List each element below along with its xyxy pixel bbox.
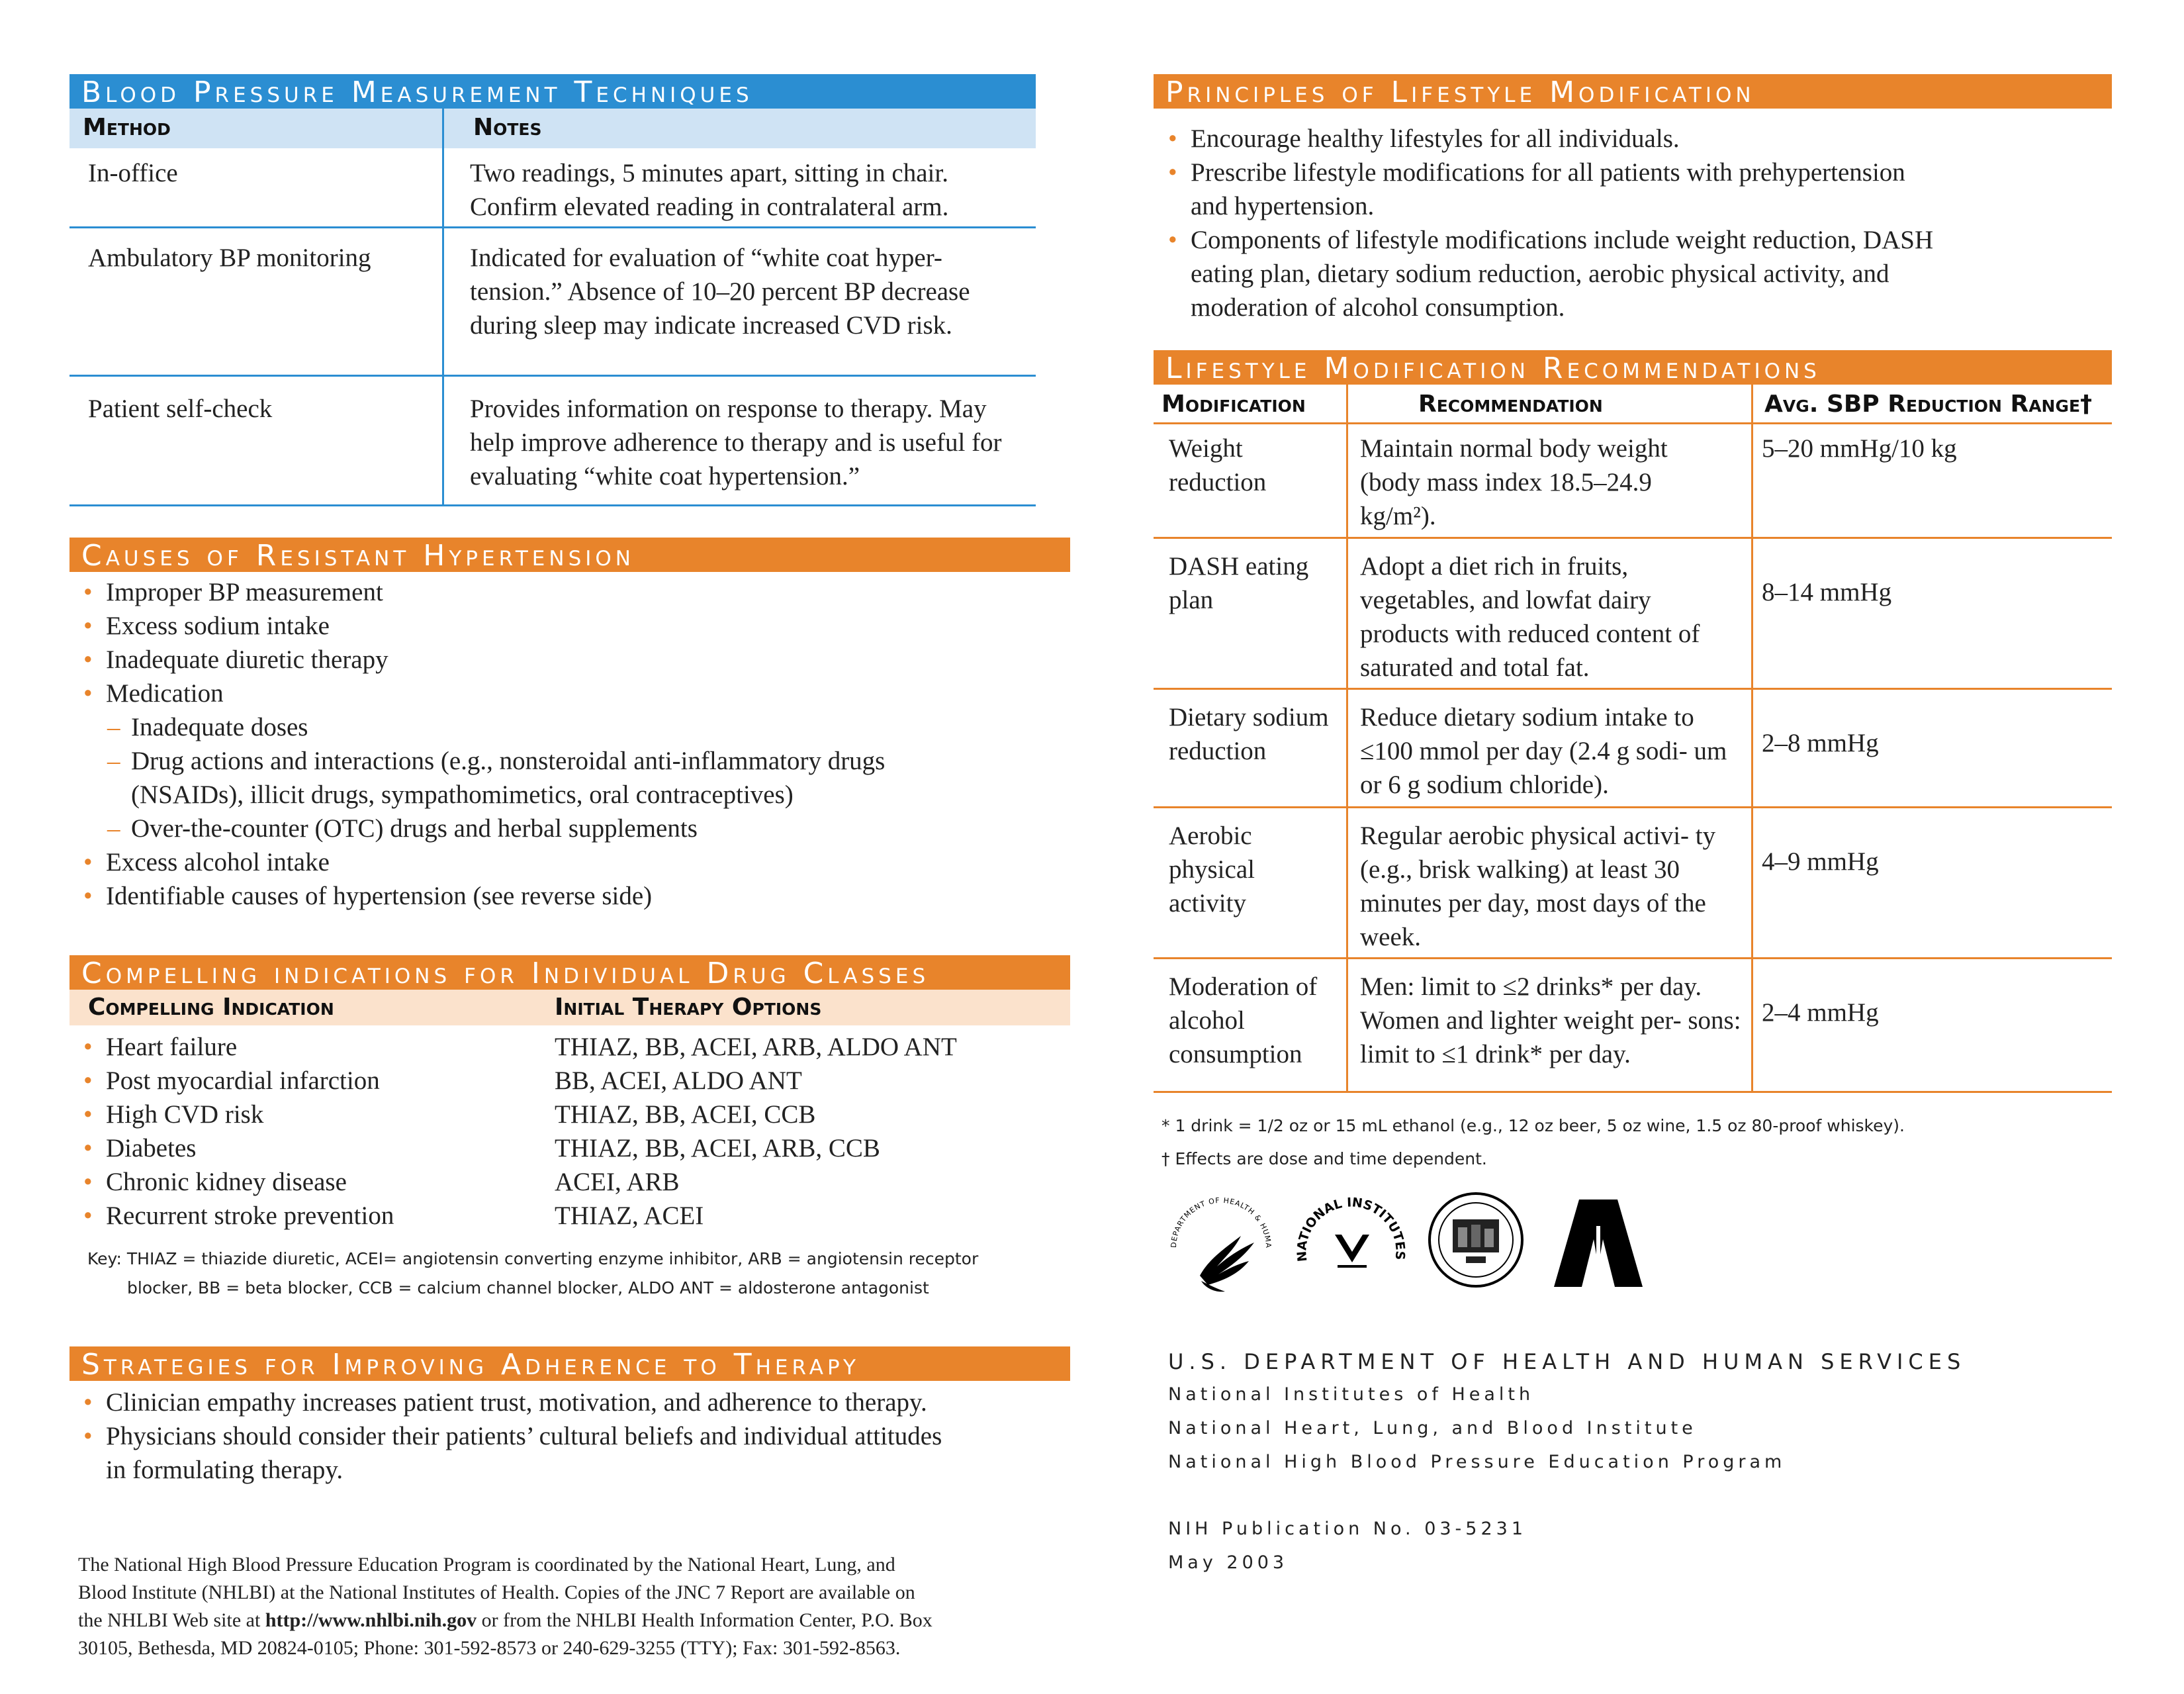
reduction-range-cell: 8–14 mmHg: [1762, 578, 1892, 606]
compelling-indications-header: Compelling indications for Individual Drug Classes: [69, 955, 1070, 990]
column-header-recommendation: Recommendation: [1418, 391, 1603, 418]
footer-note-line: the NHLBI Web site at http://www.nhlbi.nih.gov or from the NHLBI Health Information Center, P.O. Box: [78, 1609, 933, 1631]
column-header-indication: Compelling Indication: [88, 994, 334, 1021]
hhs-eagle-seal-icon: [1161, 1188, 1281, 1307]
footer-note-line: Blood Institute (NHLBI) at the National Institutes of Health. Copies of the JNC 7 Report are available on: [78, 1581, 915, 1603]
modification-cell: Weight reduction: [1169, 434, 1267, 496]
bp-techniques-column-header-bg: [69, 109, 1036, 148]
sub-list-item: – Drug actions and interactions (e.g., nonsteroidal anti-inflammatory drugs: [107, 747, 886, 775]
footer-note-line: 30105, Bethesda, MD 20824-0105; Phone: 301-592-8573 or 240-629-3255 (TTY); Fax: 301-592-8563.: [78, 1637, 901, 1659]
institute-name: National Institutes of Health: [1168, 1384, 1535, 1405]
reduction-range-cell: 4–9 mmHg: [1762, 847, 1879, 876]
column-header-reduction-range: Avg. SBP Reduction Range†: [1764, 391, 2093, 418]
key-note: blocker, BB = beta blocker, CCB = calcium channel blocker, ALDO ANT = aldosterone antagonist: [127, 1278, 929, 1297]
column-header-modification: Modification: [1161, 391, 1306, 418]
sub-list-item: – Over-the-counter (OTC) drugs and herbal supplements: [107, 814, 698, 843]
therapy-options: ACEI, ARB: [555, 1168, 680, 1196]
sub-list-item-continued: (NSAIDs), illicit drugs, sympathomimetics, oral contraceptives): [131, 780, 794, 809]
column-header-notes: Notes: [473, 114, 542, 141]
notes-cell: Indicated for evaluation of “white coat hyper- tension.” Absence of 10–20 percent BP decrease during sleep may indicate increased CVD risk.: [470, 244, 970, 340]
modification-cell: Aerobic physical activity: [1169, 822, 1255, 918]
reduction-range-cell: 2–8 mmHg: [1762, 729, 1879, 757]
method-cell: Ambulatory BP monitoring: [88, 244, 371, 272]
list-item-continued: and hypertension.: [1191, 192, 1375, 220]
dagger-footnote: † Effects are dose and time dependent.: [1161, 1149, 1487, 1168]
therapy-options: THIAZ, BB, ACEI, CCB: [555, 1100, 816, 1129]
key-note: Key: THIAZ = thiazide diuretic, ACEI= angiotensin converting enzyme inhibitor, ARB = angiotensin receptor: [87, 1249, 979, 1268]
row-divider: [1154, 422, 2112, 424]
lifestyle-recommendations-header: Lifestyle Modification Recommendations: [1154, 350, 2112, 385]
recommendation-cell: Regular aerobic physical activi- ty (e.g., brisk walking) at least 30 minutes per day, most days of the week.: [1360, 822, 1716, 951]
reduction-range-cell: 5–20 mmHg/10 kg: [1762, 434, 1957, 463]
column-divider: [442, 109, 444, 506]
bp-techniques-header: Blood Pressure Measurement Techniques: [69, 74, 1036, 109]
notes-cell: Provides information on response to therapy. May help improve adherence to therapy and is useful for evaluating “white coat hypertension.”: [470, 395, 1002, 491]
row-divider: [69, 504, 1036, 506]
column-header-options: Initial Therapy Options: [555, 994, 822, 1021]
recommendation-cell: Adopt a diet rich in fruits, vegetables, and lowfat dairy products with reduced content of saturated and total fat.: [1360, 552, 1700, 682]
list-item: • Clinician empathy increases patient trust, motivation, and adherence to therapy.: [83, 1388, 927, 1417]
method-cell: Patient self-check: [88, 395, 273, 423]
column-divider: [1346, 385, 1348, 1093]
modification-cell: Moderation of alcohol consumption: [1169, 972, 1318, 1068]
notes-cell: Two readings, 5 minutes apart, sitting in chair. Confirm elevated reading in contralateral arm.: [470, 159, 949, 221]
nhbpep-logo-icon: [1549, 1200, 1648, 1290]
modification-cell: DASH eating plan: [1169, 552, 1309, 614]
list-item: • Prescribe lifestyle modifications for all patients with prehypertension: [1168, 158, 1905, 187]
list-item: • Improper BP measurement: [83, 578, 383, 606]
program-name: National High Blood Pressure Education Program: [1168, 1452, 1786, 1472]
svg-text:NATIONAL INSTITUTES OF HEALTH: NATIONAL INSTITUTES: [1295, 1195, 1408, 1262]
list-item: • Recurrent stroke prevention: [83, 1201, 394, 1230]
row-divider: [69, 375, 1036, 377]
principles-header: Principles of Lifestyle Modification: [1154, 74, 2112, 109]
adherence-header: Strategies for Improving Adherence to Therapy: [69, 1346, 1070, 1381]
list-item: • Components of lifestyle modifications include weight reduction, DASH: [1168, 226, 1934, 254]
therapy-options: BB, ACEI, ALDO ANT: [555, 1066, 802, 1095]
column-divider: [1751, 385, 1753, 1093]
svg-text:DEPARTMENT OF HEALTH & HUMAN S: DEPARTMENT OF HEALTH & HUMA: [1169, 1196, 1273, 1249]
recommendation-cell: Reduce dietary sodium intake to ≤100 mmol per day (2.4 g sodi- um or 6 g sodium chloride).: [1360, 703, 1727, 799]
institute-name: National Heart, Lung, and Blood Institute: [1168, 1418, 1697, 1438]
list-item: • Excess sodium intake: [83, 612, 330, 640]
department-name: U.S. DEPARTMENT OF HEALTH AND HUMAN SERVICES: [1168, 1349, 1966, 1374]
therapy-options: THIAZ, BB, ACEI, ARB, ALDO ANT: [555, 1033, 957, 1061]
column-header-method: Method: [83, 114, 171, 141]
list-item: • Physicians should consider their patients’ cultural beliefs and individual attitudes: [83, 1422, 942, 1450]
row-divider: [1154, 537, 2112, 539]
list-item-continued: moderation of alcohol consumption.: [1191, 293, 1565, 322]
publication-date: May 2003: [1168, 1552, 1289, 1573]
row-divider: [1154, 1091, 2112, 1093]
list-item: • Chronic kidney disease: [83, 1168, 347, 1196]
list-item: • Excess alcohol intake: [83, 848, 330, 876]
list-item: • Identifiable causes of hypertension (see reverse side): [83, 882, 653, 910]
list-item: • Diabetes: [83, 1134, 197, 1162]
list-item: • High CVD risk: [83, 1100, 264, 1129]
list-item: • Medication: [83, 679, 224, 708]
therapy-options: THIAZ, BB, ACEI, ARB, CCB: [555, 1134, 880, 1162]
list-item: • Inadequate diuretic therapy: [83, 645, 388, 674]
list-item-continued: eating plan, dietary sodium reduction, aerobic physical activity, and: [1191, 259, 1889, 288]
therapy-options: THIAZ, ACEI: [555, 1201, 704, 1230]
row-divider: [1154, 957, 2112, 959]
row-divider: [1154, 688, 2112, 690]
reduction-range-cell: 2–4 mmHg: [1762, 998, 1879, 1027]
row-divider: [1154, 806, 2112, 808]
resistant-hypertension-header: Causes of Resistant Hypertension: [69, 538, 1070, 572]
footer-note-line: The National High Blood Pressure Education Program is coordinated by the National Heart, Lung, and: [78, 1554, 895, 1576]
modification-cell: Dietary sodium reduction: [1169, 703, 1329, 765]
publication-number: NIH Publication No. 03-5231: [1168, 1519, 1527, 1539]
drink-footnote: * 1 drink = 1/2 oz or 15 mL ethanol (e.g., 12 oz beer, 5 oz wine, 1.5 oz 80-proof whiskey).: [1161, 1116, 1905, 1135]
list-item: • Heart failure: [83, 1033, 238, 1061]
nhlbi-seal-icon: [1426, 1190, 1525, 1290]
recommendation-cell: Men: limit to ≤2 drinks* per day. Women and lighter weight per- sons: limit to ≤1 drink* per day.: [1360, 972, 1741, 1068]
method-cell: In-office: [88, 159, 178, 187]
row-divider: [69, 226, 1036, 228]
list-item: • Encourage healthy lifestyles for all individuals.: [1168, 124, 1680, 153]
list-item: • Post myocardial infarction: [83, 1066, 380, 1095]
sub-list-item: – Inadequate doses: [107, 713, 308, 741]
recommendation-cell: Maintain normal body weight (body mass index 18.5–24.9 kg/m²).: [1360, 434, 1668, 530]
nih-logo-icon: [1294, 1188, 1410, 1304]
nhlbi-web-link[interactable]: http://www.nhlbi.nih.gov: [265, 1609, 477, 1631]
list-item-continued: in formulating therapy.: [106, 1456, 343, 1484]
